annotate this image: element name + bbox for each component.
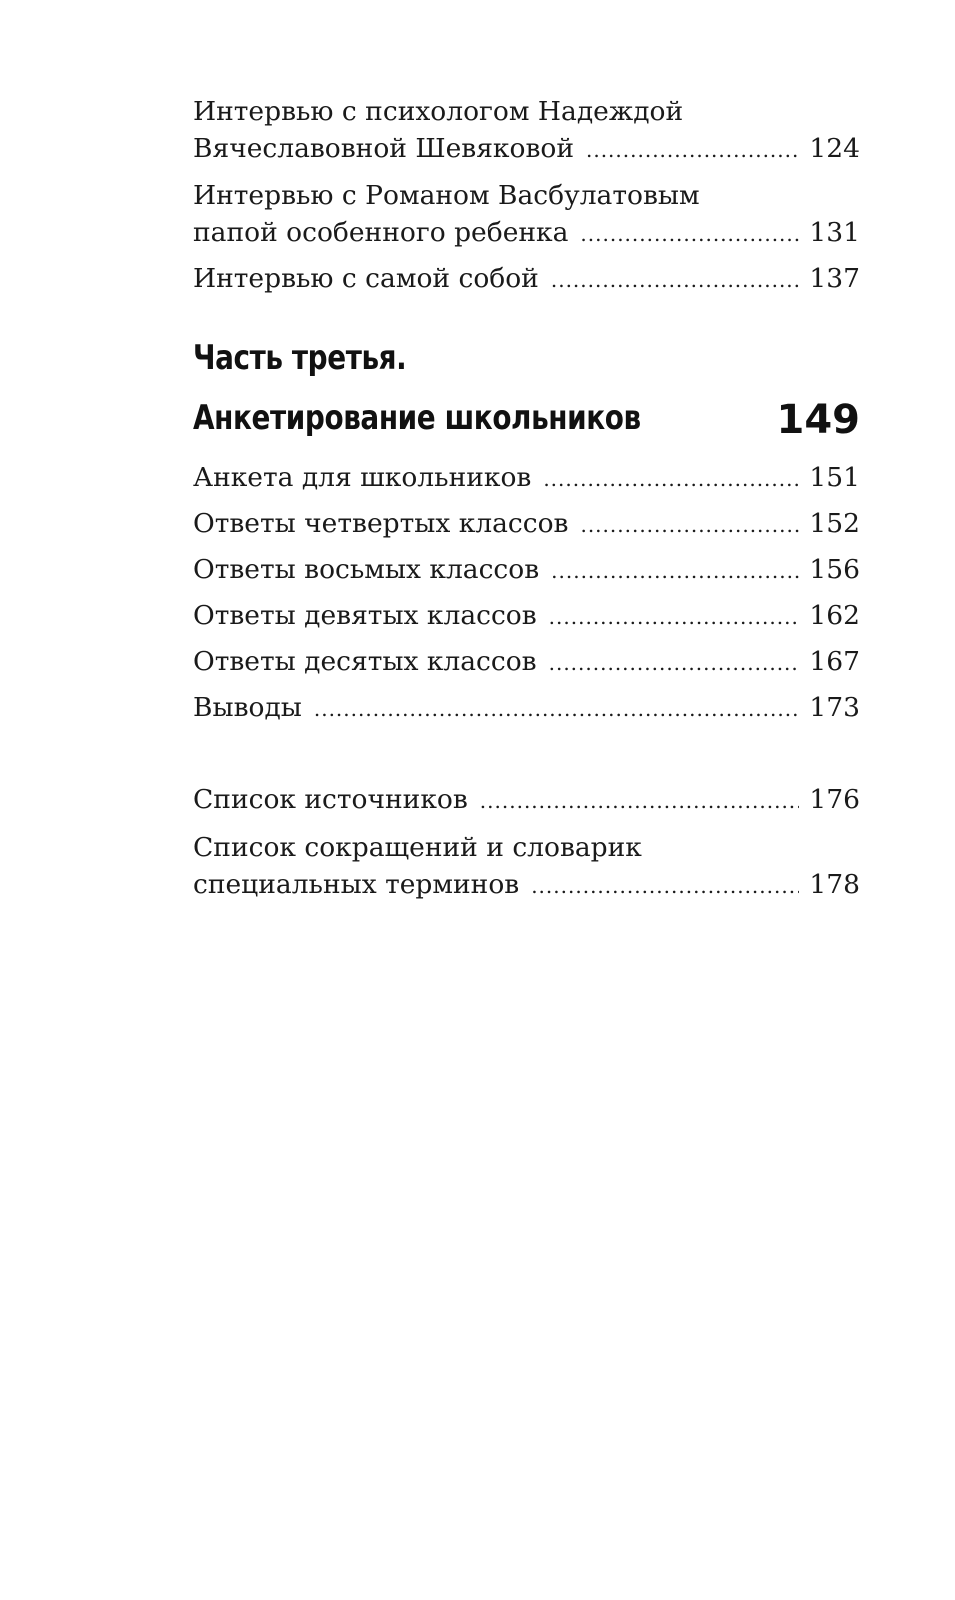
part-heading-line1: Часть третья. [193,338,407,378]
toc-entry[interactable] [193,260,860,299]
part-heading-line2: Анкетирование школьников [193,398,641,438]
toc-entry-title-line: Интервью с психологом Надеждой [193,96,684,127]
part-heading-page: 149 [776,397,860,443]
toc-entry-title-line: Ответы четвертых классов [193,508,569,539]
toc-entry-title-line: специальных терминов [193,869,520,900]
toc-entry[interactable] [193,551,860,590]
part-heading[interactable] [193,328,740,448]
toc-entry[interactable] [193,597,860,636]
dot-leader [551,553,799,590]
toc-entry[interactable] [193,781,860,820]
toc-entry[interactable] [193,177,860,253]
dot-leader [549,599,800,636]
toc-entry-page: 131 [809,217,860,248]
toc-entry-page: 178 [809,869,860,900]
dot-leader [551,262,800,299]
toc-entry-title-line: Ответы девятых классов [193,600,537,631]
toc-entry-page: 137 [809,263,860,294]
dot-leader [580,216,799,253]
toc-entry[interactable] [193,829,860,905]
toc-entry-page: 156 [809,554,860,585]
toc-entry[interactable] [193,689,860,728]
toc-entry-title-line: Ответы восьмых классов [193,554,540,585]
toc-entry[interactable] [193,643,860,682]
toc-entry-title-line: папой особенного ребенка [193,217,569,248]
toc-entry-page: 167 [809,646,860,677]
toc-entry-title-line: Список источников [193,784,468,815]
toc-entry-title-line: Выводы [193,692,302,723]
dot-leader [586,132,799,169]
toc-entry-page: 152 [809,508,860,539]
toc-entry-title-line: Ответы десятых классов [193,646,537,677]
toc-entry-page: 173 [809,692,860,723]
toc-entry-title-line: Анкета для школьников [193,462,532,493]
dot-leader [531,868,799,905]
toc-entry-page: 176 [809,784,860,815]
dot-leader [314,691,800,728]
toc-entry-page: 151 [809,462,860,493]
toc-entry[interactable] [193,459,860,498]
dot-leader [549,645,800,682]
toc-entry[interactable] [193,93,860,169]
dot-leader [480,783,800,820]
dot-leader [580,507,799,544]
toc-entry-title-line: Список сокращений и словарик [193,832,642,863]
toc-entry-page: 124 [809,133,860,164]
toc-entry-title-line: Интервью с самой собой [193,263,539,294]
toc-entry-title-line: Вячеславовной Шевяковой [193,133,574,164]
toc-entry-title-line: Интервью с Романом Васбулатовым [193,180,700,211]
toc-entry-page: 162 [809,600,860,631]
toc-entry[interactable] [193,505,860,544]
dot-leader [543,461,799,498]
